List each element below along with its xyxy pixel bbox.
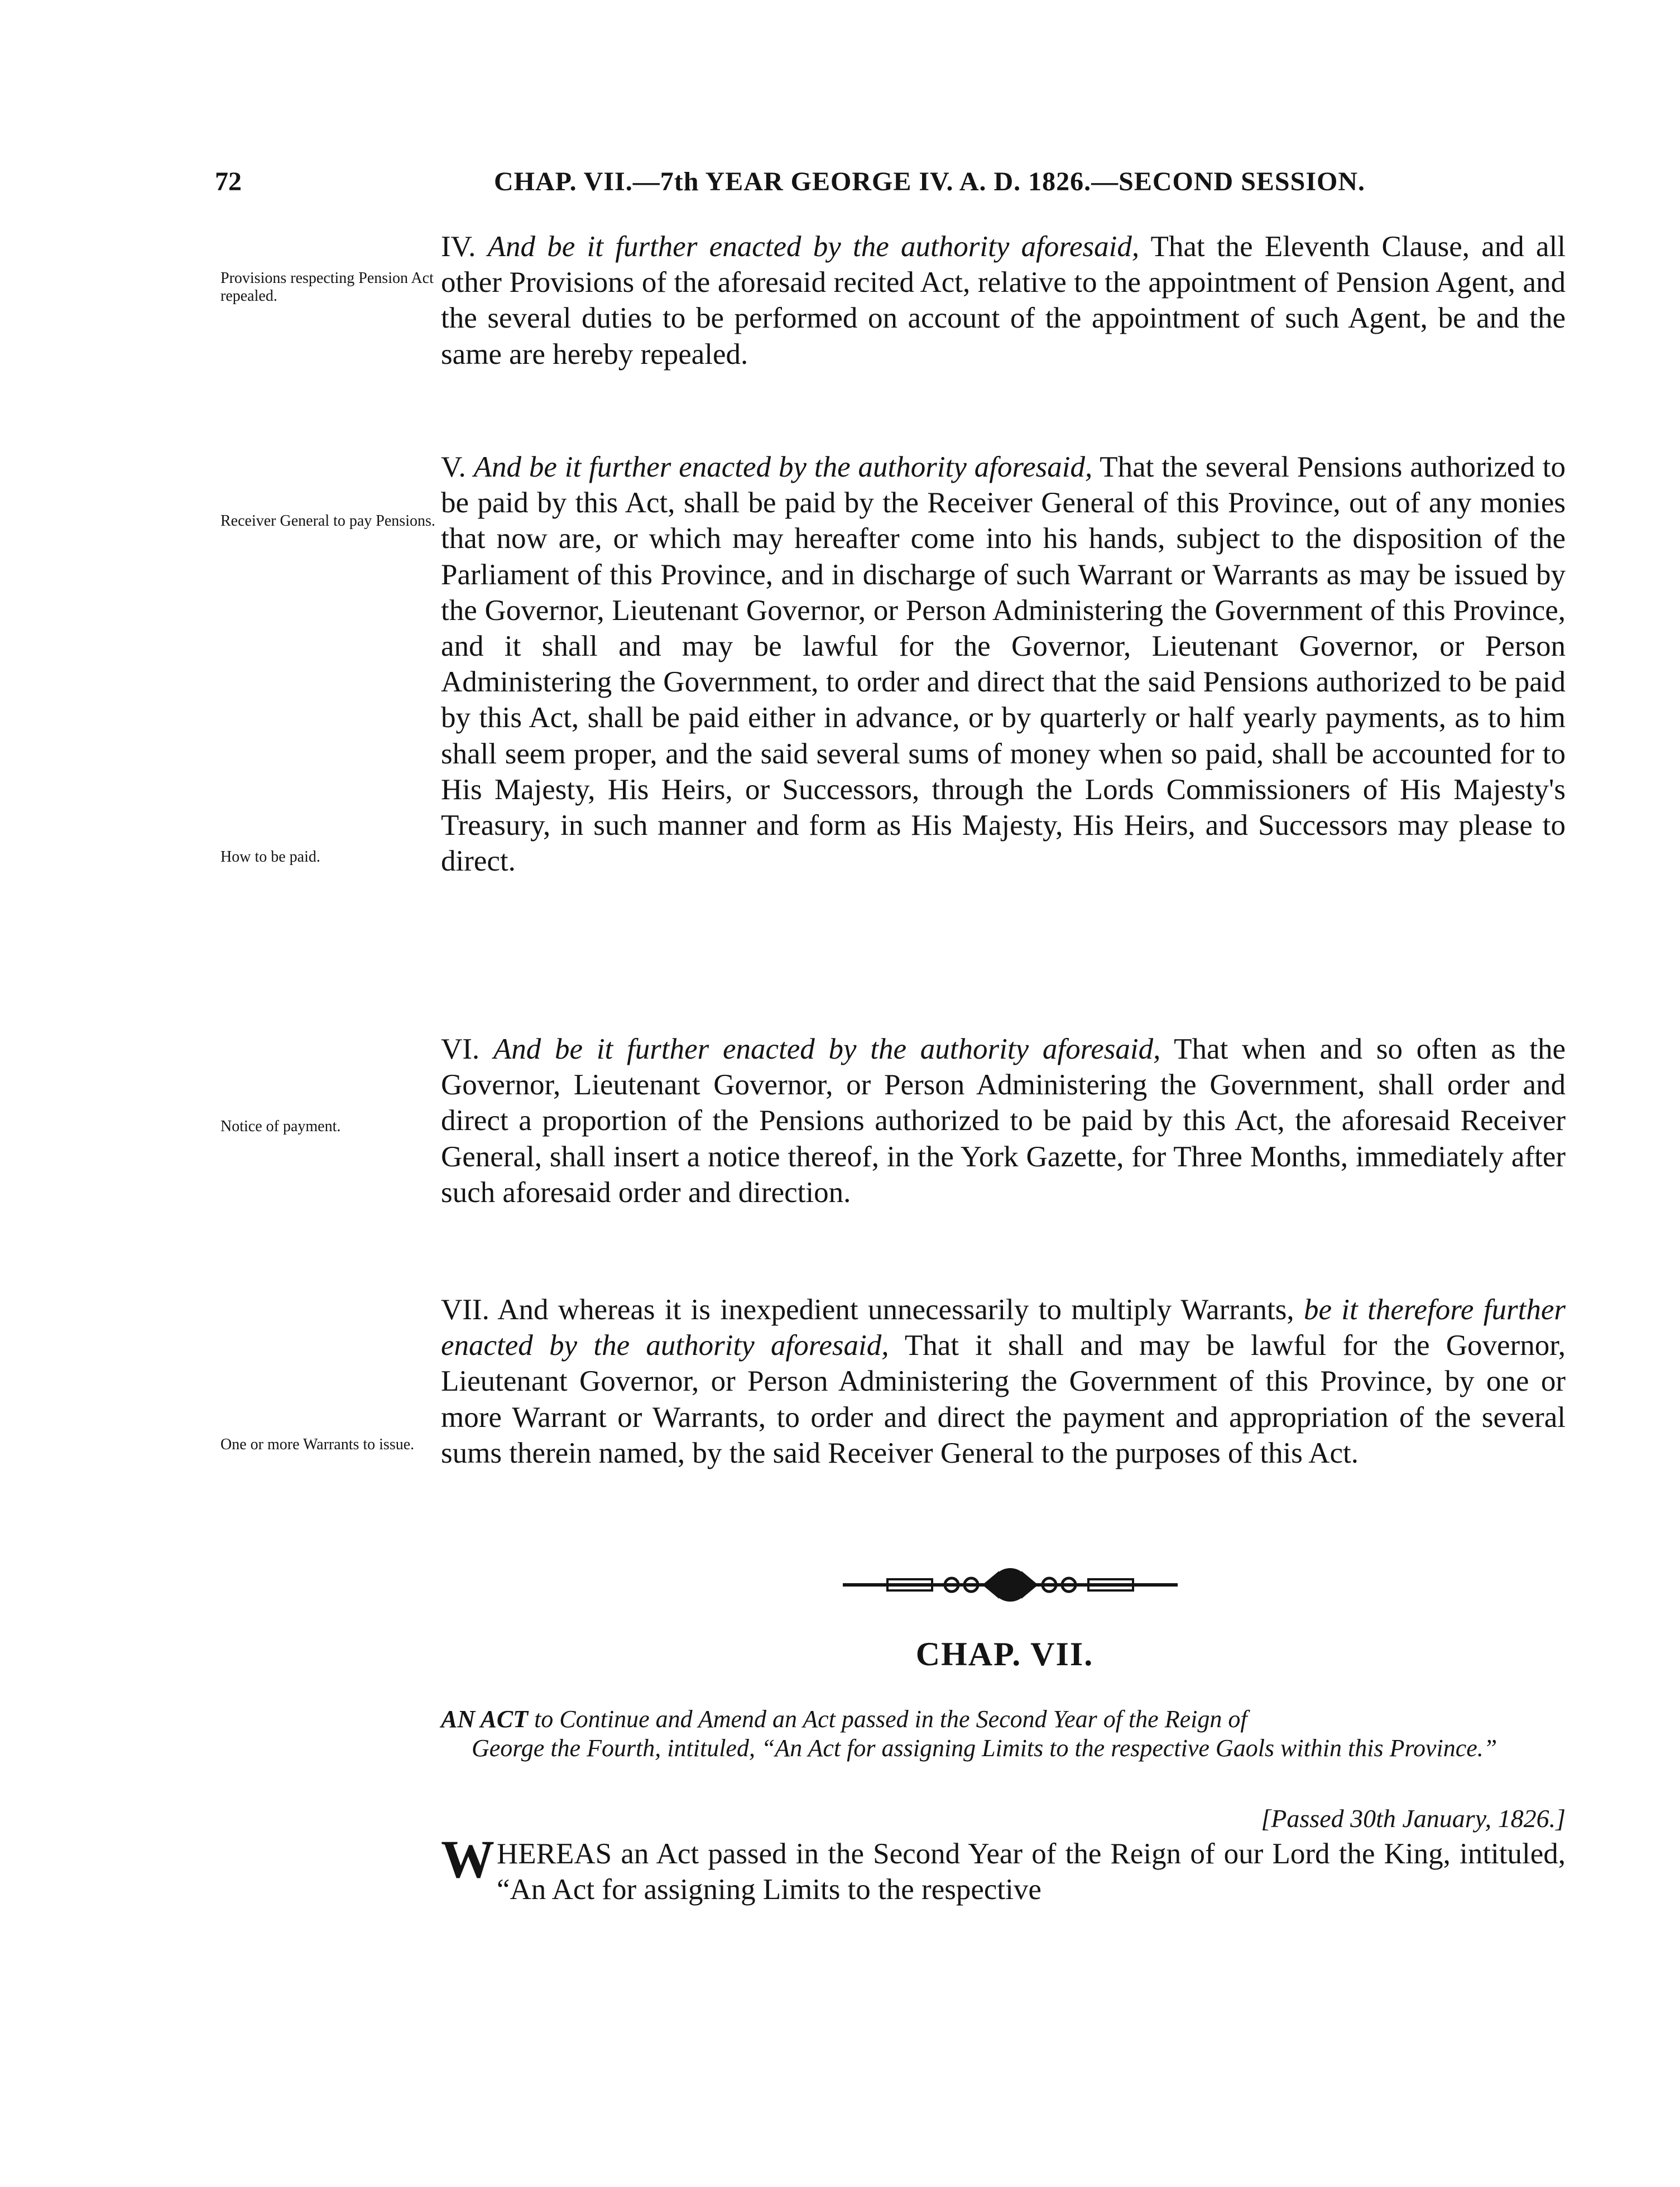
enacting-clause: And be it further enacted by the authority aforesaid, (493, 1033, 1161, 1065)
margin-note-how-paid: How to be paid. (220, 848, 320, 866)
act-title (441, 1705, 1566, 1763)
margin-note-receiver: Receiver General to pay Pensions. (220, 512, 435, 530)
section-text: That it shall and may be lawful for the Governor, Lieutenant Governor, or Person Administering the Government of this Province, by one or more Warrant or Warrants, to order and direct the payment and appropriation of the several sums therein named, by the said Receiver General to the purposes of this Act. (441, 1329, 1566, 1469)
section-text: That the several Pensions authorized to be paid by this Act, shall be paid by the Receiver General of this Province, out of any monies that now are, or which may hereafter come into his hands, subject to the disposition of the Parliament of this Province, and in discharge of such Warrant or Warrants as may be issued by the Governor, Lieutenant Governor, or Person Administering the Government of this Province, and it shall and may be lawful for the Governor, Lieutenant Governor, or Person Administering the Government, to order and direct that the said Pensions authorized to be paid by this Act, shall be paid either in advance, or by quarterly or half yearly payments, as to him shall seem proper, and the said several sums of money when so paid, shall be accounted for to His Majesty, His Heirs, or Successors, through the Lords Commissioners of His Majesty's Treasury, in such manner and form as His Majesty, His Heirs, and Successors may please to direct. (441, 451, 1566, 878)
chapter-heading: CHAP. VII. (915, 1636, 1094, 1672)
act-title-line: to Continue and Amend an Act passed in the Second Year of the Reign of (534, 1705, 1247, 1733)
section-number: IV. (441, 230, 476, 263)
section-text: That when and so often as the Governor, Lieutenant Governor, or Person Administering the Government, shall order and direct a proportion of the Pensions authorized to be paid by this Act, the aforesaid Receiver General, shall insert a notice thereof, in the York Gazette, for Three Months, immediately after such aforesaid order and direction. (441, 1033, 1566, 1209)
section-lead: And whereas it is inexpedient unnecessarily to multiply Warrants, (497, 1294, 1294, 1326)
preamble (441, 1829, 1566, 1907)
passed-date: [Passed 30th January, 1826.] (1261, 1804, 1566, 1833)
section-v (441, 449, 1566, 879)
ornament-divider-icon (832, 1563, 1189, 1607)
enacting-clause: be it therefore further enacted by the authority aforesaid, (441, 1294, 1566, 1362)
preamble-text: HEREAS an Act passed in the Second Year of the Reign of our Lord the King, intituled, “An Act for assigning Limits to the respective (497, 1838, 1566, 1906)
section-vi (441, 1031, 1566, 1210)
running-head: CHAP. VII.—7th YEAR GEORGE IV. A. D. 1826.—SECOND SESSION. (494, 167, 1365, 196)
margin-note-repeal: Provisions respecting Pension Act repealed. (220, 270, 434, 305)
section-vii (441, 1292, 1566, 1471)
drop-cap: W (441, 1829, 495, 1889)
margin-note-notice: Notice of payment. (220, 1118, 341, 1135)
section-iv (441, 229, 1566, 372)
section-number: V. (441, 451, 466, 483)
enacting-clause: And be it further enacted by the authority aforesaid, (473, 451, 1093, 483)
section-text: That the Eleventh Clause, and all other Provisions of the aforesaid recited Act, relative to the appointment of Pension Agent, and the several duties to be performed on account of the appointment of such Agent, be and the same are hereby repealed. (441, 230, 1566, 371)
act-title-continuation: George the Fourth, intituled, “An Act for assigning Limits to the respective Gaols within this Province.” (472, 1734, 1497, 1762)
margin-note-warrants: One or more Warrants to issue. (220, 1436, 415, 1453)
act-title-lead: AN ACT (441, 1705, 529, 1733)
enacting-clause: And be it further enacted by the authority aforesaid, (487, 230, 1140, 263)
page-number: 72 (215, 167, 242, 196)
section-number: VII. (441, 1294, 489, 1326)
section-number: VI. (441, 1033, 480, 1065)
